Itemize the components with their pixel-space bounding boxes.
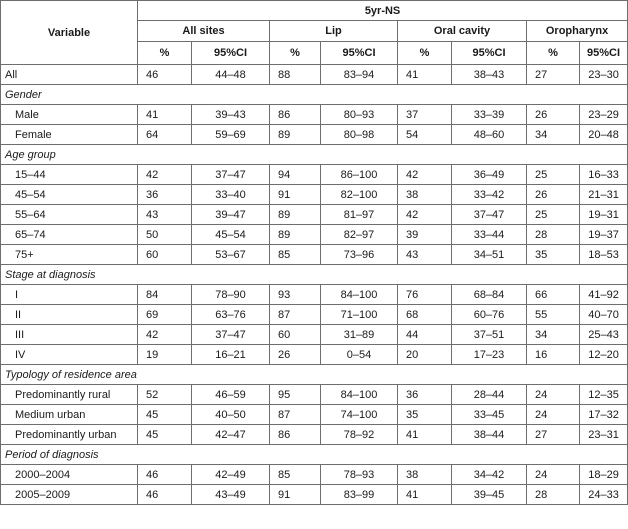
ci-cell: 46–59 [192, 385, 270, 405]
group-header-lip: Lip [270, 21, 398, 42]
ci-cell: 25–43 [580, 325, 628, 345]
ci-cell: 71–100 [321, 305, 398, 325]
pct-cell: 87 [270, 305, 321, 325]
ci-cell: 37–47 [452, 205, 527, 225]
pct-cell: 89 [270, 205, 321, 225]
pct-cell: 24 [527, 385, 580, 405]
ci-cell: 40–50 [192, 405, 270, 425]
pct-cell: 16 [527, 345, 580, 365]
pct-cell: 89 [270, 125, 321, 145]
table-row [1, 185, 628, 205]
table-row [1, 345, 628, 365]
ci-cell: 24–33 [580, 485, 628, 505]
ci-header: 95%CI [452, 42, 527, 65]
pct-cell: 86 [270, 105, 321, 125]
ci-cell: 40–70 [580, 305, 628, 325]
ci-cell: 41–92 [580, 285, 628, 305]
pct-cell: 64 [138, 125, 192, 145]
table-row [1, 405, 628, 425]
pct-cell: 34 [527, 125, 580, 145]
pct-cell: 36 [138, 185, 192, 205]
section-label: Age group [1, 145, 628, 165]
pct-cell: 26 [527, 105, 580, 125]
ci-cell: 12–20 [580, 345, 628, 365]
pct-cell: 85 [270, 245, 321, 265]
ci-cell: 16–21 [192, 345, 270, 365]
ci-cell: 23–29 [580, 105, 628, 125]
table-row [1, 305, 628, 325]
group-header-oropharynx: Oropharynx [527, 21, 628, 42]
ci-cell: 23–30 [580, 65, 628, 85]
pct-cell: 42 [398, 165, 452, 185]
ci-header: 95%CI [580, 42, 628, 65]
section-row [1, 145, 628, 165]
pct-cell: 41 [398, 485, 452, 505]
pct-cell: 24 [527, 405, 580, 425]
table-row [1, 385, 628, 405]
table-row [1, 125, 628, 145]
ci-cell: 37–51 [452, 325, 527, 345]
ci-cell: 18–29 [580, 465, 628, 485]
pct-cell: 50 [138, 225, 192, 245]
ci-cell: 39–45 [452, 485, 527, 505]
ci-cell: 80–93 [321, 105, 398, 125]
pct-cell: 27 [527, 425, 580, 445]
ci-cell: 12–35 [580, 385, 628, 405]
pct-header: % [527, 42, 580, 65]
pct-cell: 37 [398, 105, 452, 125]
row-label: III [1, 325, 138, 345]
ci-cell: 78–93 [321, 465, 398, 485]
ci-cell: 48–60 [452, 125, 527, 145]
table-row [1, 245, 628, 265]
ci-cell: 17–32 [580, 405, 628, 425]
ci-cell: 42–49 [192, 465, 270, 485]
ci-cell: 39–47 [192, 205, 270, 225]
ci-cell: 21–31 [580, 185, 628, 205]
table-row [1, 165, 628, 185]
pct-cell: 19 [138, 345, 192, 365]
ci-cell: 17–23 [452, 345, 527, 365]
ci-cell: 33–40 [192, 185, 270, 205]
pct-cell: 28 [527, 225, 580, 245]
pct-cell: 93 [270, 285, 321, 305]
pct-cell: 43 [398, 245, 452, 265]
pct-cell: 42 [138, 165, 192, 185]
table-row [1, 105, 628, 125]
ci-cell: 0–54 [321, 345, 398, 365]
pct-cell: 86 [270, 425, 321, 445]
section-row [1, 85, 628, 105]
row-label: IV [1, 345, 138, 365]
row-label: Male [1, 105, 138, 125]
pct-cell: 25 [527, 205, 580, 225]
pct-cell: 25 [527, 165, 580, 185]
pct-cell: 41 [398, 425, 452, 445]
ci-cell: 43–49 [192, 485, 270, 505]
row-label: 55–64 [1, 205, 138, 225]
row-label: 2005–2009 [1, 485, 138, 505]
ci-cell: 34–42 [452, 465, 527, 485]
ci-cell: 37–47 [192, 165, 270, 185]
pct-cell: 26 [527, 185, 580, 205]
row-label: 65–74 [1, 225, 138, 245]
ci-cell: 68–84 [452, 285, 527, 305]
table-row [1, 485, 628, 505]
section-label: Period of diagnosis [1, 445, 628, 465]
ci-cell: 63–76 [192, 305, 270, 325]
row-label: All [1, 65, 138, 85]
ci-cell: 31–89 [321, 325, 398, 345]
ci-cell: 18–53 [580, 245, 628, 265]
pct-cell: 45 [138, 425, 192, 445]
pct-cell: 54 [398, 125, 452, 145]
ci-cell: 82–100 [321, 185, 398, 205]
ci-cell: 16–33 [580, 165, 628, 185]
pct-cell: 55 [527, 305, 580, 325]
ci-cell: 34–51 [452, 245, 527, 265]
pct-cell: 66 [527, 285, 580, 305]
table-row [1, 225, 628, 245]
ci-header: 95%CI [192, 42, 270, 65]
ci-cell: 19–31 [580, 205, 628, 225]
row-label: I [1, 285, 138, 305]
pct-cell: 28 [527, 485, 580, 505]
ci-cell: 23–31 [580, 425, 628, 445]
pct-cell: 36 [398, 385, 452, 405]
main-header: 5yr-NS [138, 1, 628, 21]
row-label: Female [1, 125, 138, 145]
table-row [1, 65, 628, 85]
ci-cell: 39–43 [192, 105, 270, 125]
section-label: Gender [1, 85, 628, 105]
section-row [1, 265, 628, 285]
ci-cell: 78–92 [321, 425, 398, 445]
ci-cell: 80–98 [321, 125, 398, 145]
pct-cell: 52 [138, 385, 192, 405]
pct-cell: 76 [398, 285, 452, 305]
ci-cell: 83–94 [321, 65, 398, 85]
ci-cell: 28–44 [452, 385, 527, 405]
ci-cell: 78–90 [192, 285, 270, 305]
pct-cell: 39 [398, 225, 452, 245]
pct-cell: 44 [398, 325, 452, 345]
ci-cell: 60–76 [452, 305, 527, 325]
pct-cell: 91 [270, 185, 321, 205]
ci-cell: 38–44 [452, 425, 527, 445]
row-label: 75+ [1, 245, 138, 265]
row-label: Predominantly rural [1, 385, 138, 405]
pct-cell: 27 [527, 65, 580, 85]
ci-cell: 33–45 [452, 405, 527, 425]
pct-cell: 85 [270, 465, 321, 485]
ci-cell: 81–97 [321, 205, 398, 225]
pct-header: % [398, 42, 452, 65]
ci-cell: 86–100 [321, 165, 398, 185]
pct-cell: 91 [270, 485, 321, 505]
row-label: II [1, 305, 138, 325]
table-body [1, 65, 628, 505]
row-label: 15–44 [1, 165, 138, 185]
pct-header: % [138, 42, 192, 65]
pct-cell: 41 [138, 105, 192, 125]
pct-cell: 26 [270, 345, 321, 365]
pct-cell: 60 [138, 245, 192, 265]
section-label: Stage at diagnosis [1, 265, 628, 285]
pct-cell: 42 [398, 205, 452, 225]
pct-cell: 35 [398, 405, 452, 425]
table-row [1, 425, 628, 445]
pct-cell: 24 [527, 465, 580, 485]
pct-header: % [270, 42, 321, 65]
ci-cell: 36–49 [452, 165, 527, 185]
pct-cell: 46 [138, 65, 192, 85]
table-row [1, 285, 628, 305]
table-row [1, 325, 628, 345]
ci-cell: 33–44 [452, 225, 527, 245]
ci-cell: 83–99 [321, 485, 398, 505]
pct-cell: 94 [270, 165, 321, 185]
pct-cell: 69 [138, 305, 192, 325]
ci-cell: 19–37 [580, 225, 628, 245]
pct-cell: 41 [398, 65, 452, 85]
pct-cell: 42 [138, 325, 192, 345]
ci-cell: 44–48 [192, 65, 270, 85]
pct-cell: 20 [398, 345, 452, 365]
group-header-all-sites: All sites [138, 21, 270, 42]
pct-cell: 89 [270, 225, 321, 245]
row-label: 2000–2004 [1, 465, 138, 485]
ci-cell: 45–54 [192, 225, 270, 245]
ci-cell: 84–100 [321, 385, 398, 405]
pct-cell: 35 [527, 245, 580, 265]
ci-cell: 38–43 [452, 65, 527, 85]
ci-cell: 53–67 [192, 245, 270, 265]
ci-cell: 37–47 [192, 325, 270, 345]
ci-cell: 84–100 [321, 285, 398, 305]
ci-cell: 42–47 [192, 425, 270, 445]
section-row [1, 365, 628, 385]
group-header-oral-cavity: Oral cavity [398, 21, 527, 42]
pct-cell: 46 [138, 465, 192, 485]
pct-cell: 38 [398, 465, 452, 485]
table-row [1, 465, 628, 485]
row-label: Predominantly urban [1, 425, 138, 445]
section-row [1, 445, 628, 465]
ci-cell: 59–69 [192, 125, 270, 145]
variable-header: Variable [1, 1, 138, 65]
pct-cell: 34 [527, 325, 580, 345]
pct-cell: 38 [398, 185, 452, 205]
pct-cell: 43 [138, 205, 192, 225]
ci-cell: 33–42 [452, 185, 527, 205]
ci-cell: 33–39 [452, 105, 527, 125]
pct-cell: 88 [270, 65, 321, 85]
ci-cell: 73–96 [321, 245, 398, 265]
ci-cell: 20–48 [580, 125, 628, 145]
row-label: 45–54 [1, 185, 138, 205]
pct-cell: 45 [138, 405, 192, 425]
section-label: Typology of residence area [1, 365, 628, 385]
pct-cell: 95 [270, 385, 321, 405]
pct-cell: 60 [270, 325, 321, 345]
pct-cell: 68 [398, 305, 452, 325]
ci-cell: 74–100 [321, 405, 398, 425]
pct-cell: 87 [270, 405, 321, 425]
pct-cell: 46 [138, 485, 192, 505]
table-row [1, 205, 628, 225]
row-label: Medium urban [1, 405, 138, 425]
pct-cell: 84 [138, 285, 192, 305]
ci-cell: 82–97 [321, 225, 398, 245]
ci-header: 95%CI [321, 42, 398, 65]
